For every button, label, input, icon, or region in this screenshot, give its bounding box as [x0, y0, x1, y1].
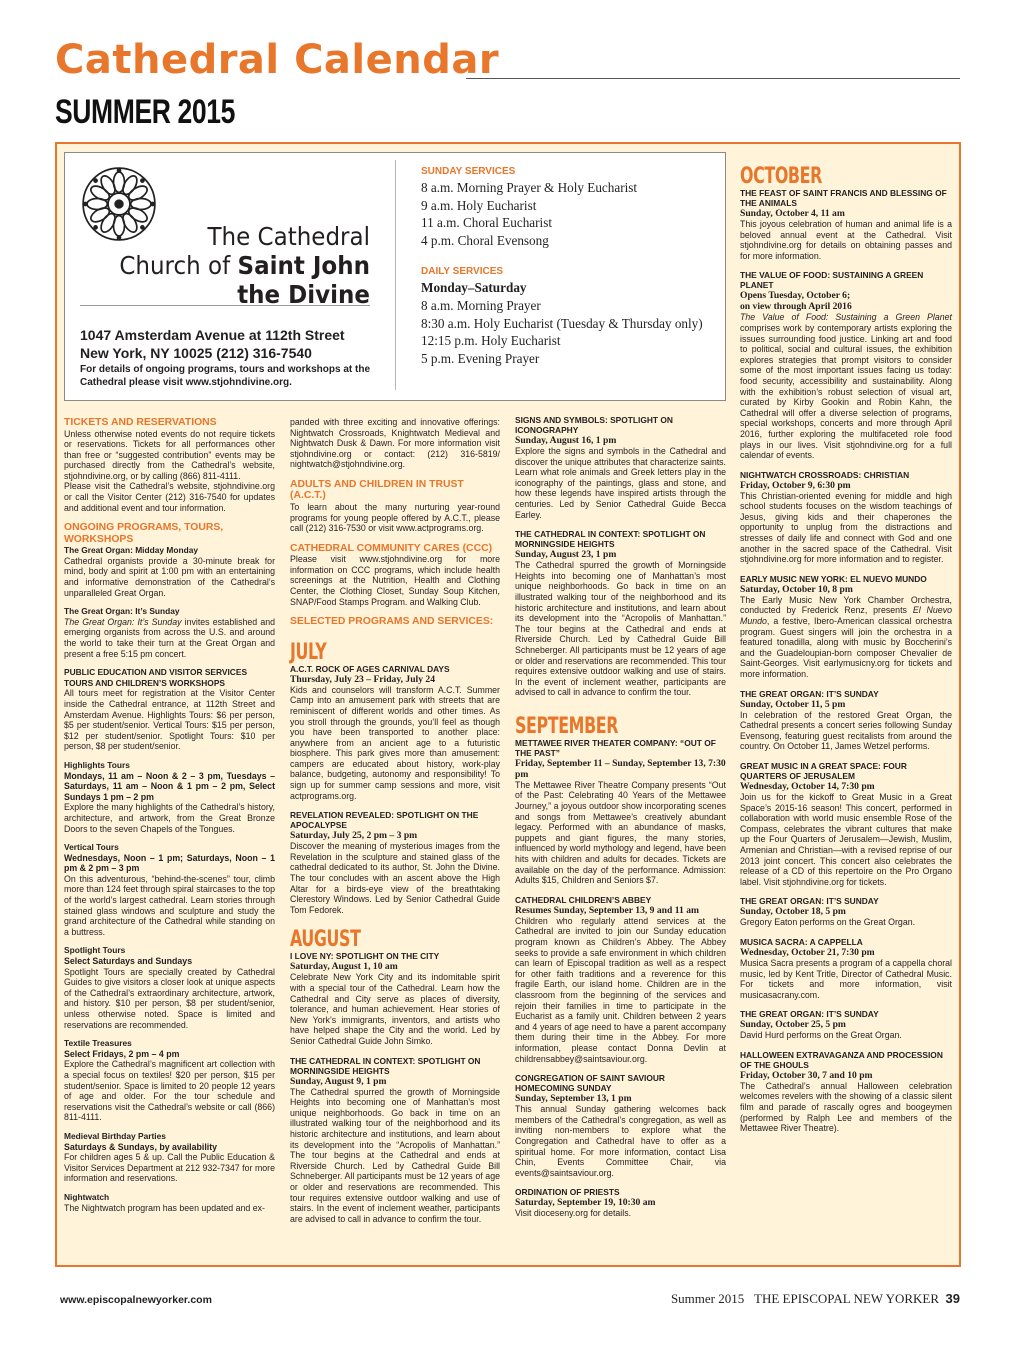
event-date: on view through April 2016 [740, 301, 852, 313]
event-title: EARLY MUSIC NEW YORK: EL NUEVO MUNDO [740, 573, 927, 584]
event-date: Sunday, August 16, 1 pm [515, 435, 617, 446]
event-date: Saturday, August 1, 10 am [290, 961, 398, 973]
event-date: Sunday, October 25, 5 pm [740, 1019, 846, 1031]
footer-folio: Summer 2015 THE EPISCOPAL NEW YORKER 39 [670, 1291, 960, 1306]
services-listing [421, 165, 721, 367]
event-title: The Great Organ: It’s Sunday [64, 606, 180, 617]
daily-services-heading: DAILY SERVICES [421, 266, 504, 278]
event-title: THE CATHEDRAL IN CONTEXT: SPOTLIGHT ON MORNINGSIDE HEIGHTS [515, 529, 706, 550]
event-title: METTAWEE RIVER THEATER COMPANY: “OUT OF THE PAST” [515, 737, 716, 758]
event-date: Sunday, October 4, 11 am [740, 208, 845, 219]
event-date: Sunday, September 13, 1 pm [515, 1093, 632, 1105]
column-4: OCTOBER THE FEAST OF SAINT FRANCIS AND BLESSING OF THE ANIMALS Sunday, October 4, 11 am This joyous celebration of human and animal life is a beloved annual event at the Cathedral. Visit stjohndivine.org for details on obtaining passes and for more information. THE VALUE OF FOOD: SUSTAINING A GREEN PLANET Opens Tuesday, October 6; on view through April 2016 The Value of Food: Sustaining a Green Planet comprises work by contemporary artists exploring the issues surrounding food justice. Linking art and food to political, social and cultural issues, the exhibition explores strategies that prompt visitors to consider some of the most important issues facing us today: food security, accessibility and sustainability. Along with the exhibition’s robust selection of visual art, curated by Kirby Gookin and Robin Kahn, the Cathedral will offer a diverse selection of programs, special workshops, concerts and more through April 2016, further exploring the multifaceted role food plays in our lives. Visit stjohndivine.org for a full calendar of events. NIGHTWATCH CROSSROADS: CHRISTIAN Friday, October 9, 6:30 pm This Christian-oriented evening for middle and high school students focuses on the wisdom teachings of Jesus, giving kids and their chaperones the opportunity to unplug from the distractions and stresses of daily life and connect with God and one another in the sacred space of the Cathedral. Visit stjohndivine.org for more information and to register. EARLY MUSIC NEW YORK: EL NUEVO MUNDO Saturday, October 10, 8 pm The Early Music New York Chamber Orchestra, conducted by Frederick Renz, presents El Nuevo Mundo, a festive, Ibero-American classical orchestra program. Guest singers will join the orchestra in a featured tonadilla, along with music by Boccherini’s and the Guadeloupian-born composer Chevalier de Saint-Georges. Visit earlymusicny.org for tickets and more information. THE GREAT ORGAN: IT’S SUNDAY Sunday, October 11, 5 pm In celebration of the restored Great Organ, the Cathedral presents a concert series following Sunday Evensong, featuring guest recitalists from around the country. On October 11, James Wetzel performs. GREAT MUSIC IN A GREAT SPACE: FOUR QUARTERS OF JERUSALEM Wednesday, October 14, 7:30 pm Join us for the kickoff to Great Music in a Great Space’s 2015-16 season! This concert, performed in collaboration with world music ensemble Rose of the Compass, celebrates the vibrant cultures that make up the Four Quarters of Jerusalem—Jewish, Muslim, Armenian and Christian—with a revised reprise of our 2013 joint concert. This concert also celebrates the release of a CD of this repertoire on the Pro Organo label. Visit stjohndivine.org for tickets. THE GREAT ORGAN: IT’S SUNDAY Sunday, October 18, 5 pm Gregory Eaton performs on the Great Organ. MUSICA SACRA: A CAPPELLA Wednesday, October 21, 7:30 pm Musica Sacra presents a program of a cappella choral music, led by Kent Tritle, Director of Cathedral Music. For tickets and more information, visit musicasacrany.com. THE GREAT ORGAN: IT’S SUNDAY Sunday, October 25, 5 pm David Hurd performs on the Great Organ. HALLOWEEN EXTRAVAGANZA AND PROCESSION OF THE GHOULS Friday, October 30, 7 and 10 pm The Cathedral’s annual Halloween celebration welcomes revelers with the showing of a classic silent film and parade of rascally ogres and boogeymen (performed by Ralph Lee and members of the Mettawee River Theatre). [740, 164, 952, 1134]
event-title: Spotlight Tours [64, 945, 126, 956]
event-title: GREAT MUSIC IN A GREAT SPACE: FOUR QUARTERS OF JERUSALEM [740, 760, 907, 781]
event-title: Vertical Tours [64, 842, 119, 853]
month-heading-july: JULY [290, 639, 327, 665]
column-3: SIGNS AND SYMBOLS: SPOTLIGHT ON ICONOGRAPHY Sunday, August 16, 1 pm Explore the signs and symbols in the Cathedral and discover the unique attributes that characterize saints. Learn what role animals and Greek letters play in the iconography of the paintings, glass and stone, and how these legends have inspired artists through the centuries. Led by Senior Cathedral Guide Becca Earley. THE CATHEDRAL IN CONTEXT: SPOTLIGHT ON MORNINGSIDE HEIGHTS Sunday, August 23, 1 pm The Cathedral spurred the growth of Morningside Heights into becoming one of Manhattan’s most unique neighborhoods. Go back in time on an illustrated walking tour of the neighborhood and its historic architecture and institutions, and learn about its development into the “Acropolis of Manhattan.” The tour begins at the Cathedral and ends at Riverside Church. Led by Cathedral Guide Bill Schneberger. All participants must be 12 years of age or older and reservations are recommended. This tour requires extensive outdoor walking and use of stairs. In the event of inclement weather, participants are advised to call in advance to confirm the tour. SEPTEMBER METTAWEE RIVER THEATER COMPANY: “OUT OF THE PAST” Friday, September 11 – Sunday, September 13, 7:30 pm The Mettawee River Theatre Company presents “Out of the Past: Celebrating 40 Years of the Mettawee Journey,” a joyous outdoor show incorporating scenes and songs from Mettawee’s creatively abundant legacy. Performed with an abundance of masks, puppets and giant figures, the many stories, influenced by world mythology and legend, have been hits with children and adults for decades. Tickets are available on the day of the performance. Admission: Adults $15, Children and Seniors $7. CATHEDRAL CHILDREN’S ABBEY Resumes Sunday, September 13, 9 and 11 am Children who regularly attend services at the Cathedral are invited to join our Sunday education program known as Children’s Abbey. The Abbey seeks to provide a safe environment in which children can learn of Episcopal tradition as well as a respect for other faith traditions and a reverence for this fragile Earth, our island home. Children are in the classroom from the beginning of the services and rejoin their families in time to participate in the Eucharist as a family unit. Children between 2 years and 4 years of age need to have a parent accompany them during their time in the Abbey. For more information, please contact Donna Devlin at childrensabbey@saintsaviour.org. CONGREGATION OF SAINT SAVIOUR HOMECOMING SUNDAY Sunday, September 13, 1 pm This annual Sunday gathering welcomes back members of the Cathedral’s congregation, as well as inviting non-members to explore what the Congregation and Cathedral have to offer as a spiritual home. For more information, contact Lisa Chin, Events Committee Chair, via events@saintsaviour.org. ORDINATION OF PRIESTS Saturday, September 19, 10:30 am Visit dioceseny.org for details. [515, 415, 726, 1219]
event-date: Wednesday, October 14, 7:30 pm [740, 780, 875, 792]
event-title: Nightwatch [64, 1191, 110, 1202]
church-address: 1047 Amsterdam Avenue at 112th Street New York, NY 10025 (212) 316-7540 [80, 327, 345, 361]
event-title: THE FEAST OF SAINT FRANCIS AND BLESSING OF THE ANIMALS [740, 188, 947, 208]
month-heading-august: AUGUST [290, 927, 361, 953]
info-divider [395, 160, 396, 390]
event-date: Sunday, August 23, 1 pm [515, 549, 617, 561]
event-title: PUBLIC EDUCATION AND VISITOR SERVICES TOURS AND CHILDREN’S WORKSHOPS [64, 667, 248, 688]
month-heading-september: SEPTEMBER [515, 713, 619, 739]
tickets-heading: TICKETS AND RESERVATIONS [64, 417, 217, 428]
event-date: Resumes Sunday, September 13, 9 and 11 am [515, 904, 699, 916]
event-title: Textile Treasures [64, 1038, 132, 1049]
event-title: THE VALUE OF FOOD: SUSTAINING A GREEN PLANET [740, 270, 924, 291]
event-title: CONGREGATION OF SAINT SAVIOUR HOMECOMING SUNDAY [515, 1073, 665, 1094]
event-date: Saturday, October 10, 8 pm [740, 583, 853, 595]
event-date: Sunday, August 9, 1 pm [290, 1075, 387, 1087]
column-1: TICKETS AND RESERVATIONS Unless otherwise noted events do not require tickets or reservations. Tickets for all performances other than free or “suggested contribution” events may be purchased directly from the Cathedral’s website, stjohndivine.org, or by calling (866) 811-4111. Please visit the Cathedral’s website, stjohndivine.org or call the Visitor Center (212) 316-7540 for updates and additional event and tour information. ONGOING PROGRAMS, TOURS, WORKSHOPS The Great Organ: Midday Monday Cathedral organists provide a 30-minute break for mind, body and spirit at 1:00 pm with an entertaining and informative demonstration of the Cathedral’s unparalleled Great Organ. The Great Organ: It’s Sunday The Great Organ: It’s Sunday invites established and emerging organists from across the U.S. and around the world to take their turn at the Great Organ and present a free 5:15 pm concert. PUBLIC EDUCATION AND VISITOR SERVICES TOURS AND CHILDREN’S WORKSHOPS All tours meet for registration at the Visitor Center inside the Cathedral entrance, at 112th Street and Amsterdam Avenue. Highlights Tours: $6 per person, $5 per student/senior. Vertical Tours: $15 per person, $12 per student/senior. Spotlight Tours: $10 per person, $8 per student/senior. Highlights Tours Mondays, 11 am – Noon & 2 – 3 pm, Tuesdays – Saturdays, 11 am – Noon & 1 pm – 2 pm, Select Sundays 1 pm – 2 pm Explore the many highlights of the Cathedral’s history, architecture, and artwork, from the Great Bronze Doors to the seven Chapels of the Tongues. Vertical Tours Wednesdays, Noon – 1 pm; Saturdays, Noon – 1 pm & 2 pm – 3 pm On this adventurous, “behind-the-scenes” tour, climb more than 124 feet through spiral staircases to the top of the world’s largest cathedral. Learn stories through stained glass windows and sculpture and study the grand architecture of the Cathedral while standing on a buttress. Spotlight Tours Select Saturdays and Sundays Spotlight Tours are specially created by Cathedral Guides to give visitors a closer look at unique aspects of the Cathedral’s extraordinary architecture, artwork, and history. $10 per person, $8 per student/senior, unless otherwise noted. Space is limited and reservations are recommended. Textile Treasures Select Fridays, 2 pm – 4 pm Explore the Cathedral’s magnificent art collection with a special focus on textiles! $20 per person, $15 per student/senior. Space is limited to 20 people 12 years of age and older. For the tour schedule and reservations visit the Cathedral’s website or call (866) 811-4111. Medieval Birthday Parties Saturdays & Sundays, by availability For children ages 5 & up. Call the Public Education & Visitor Services Department at 212 932-7347 for more information and reservations. Nightwatch The Nightwatch program has been updated and ex- [64, 417, 276, 1213]
event-title: THE CATHEDRAL IN CONTEXT: SPOTLIGHT ON MORNINGSIDE HEIGHTS [290, 1055, 481, 1076]
act-heading: ADULTS AND CHILDREN IN TRUST (A.C.T.) [290, 478, 464, 502]
event-date: Saturday, July 25, 2 pm – 3 pm [290, 830, 418, 842]
event-title: REVELATION REVEALED: SPOTLIGHT ON THE APOCALYPSE [290, 810, 479, 831]
event-title: NIGHTWATCH CROSSROADS: CHRISTIAN [740, 469, 910, 480]
event-date: Wednesday, October 21, 7:30 pm [740, 946, 875, 958]
event-date: Sunday, October 11, 5 pm [740, 698, 846, 710]
event-date: Sunday, October 18, 5 pm [740, 906, 846, 918]
column-2: panded with three exciting and innovative offerings: Nightwatch Crossroads, Knightwatch Medieval and Nightwatch Dusk & Dawn. For more information visit stjohndivine.org or contact: (212) 316-5819/ nightwatch@stjohndivine.org. ADULTS AND CHILDREN IN TRUST (A.C.T.) To learn about the many nurturing year-round programs for young people offered by A.C.T., please call (212) 316-7530 or visit www.actprograms.org. CATHEDRAL COMMUNITY CARES (CCC) Please visit www.stjohndivine.org for more information on CCC programs, which include health screenings at the Nutrition, Health and Clothing Center, the Clothing Closet, Sunday Soup Kitchen, SNAP/Food Stamps Program. and Walking Club. SELECTED PROGRAMS AND SERVICES: JULY A.C.T. ROCK OF AGES CARNIVAL DAYS Thursday, July 23 – Friday, July 24 Kids and counselors will transform A.C.T. Summer Camp into an amusement park with streets that are reminiscent of different worlds and other times. As you stroll through the grounds, you’ll feel as though you have been transported to another place: anywhere from an ancient age to a futuristic biosphere. This park gives more than amusement: campers are educated about history, work-play balance, budgeting, autonomy and responsibility! To sign up for summer camp sessions and more, visit actprograms.org. REVELATION REVEALED: SPOTLIGHT ON THE APOCALYPSE Saturday, July 25, 2 pm – 3 pm Discover the meaning of mysterious images from the Revelation in the sculpture and stained glass of the cathedral dedicated to its author, St. John the Divine. The tour concludes with an ascent above the High Altar for a birds-eye view of the breathtaking Clerestory Windows. Led by Senior Cathedral Guide Tom Fedorek. AUGUST I LOVE NY: SPOTLIGHT ON THE CITY Saturday, August 1, 10 am Celebrate New York City and its indomitable spirit with a special tour of the Cathedral. Learn how the Cathedral and City serve as places of diversity, tolerance, and human achievement. Hear stories of New York’s immigrants, inventors, and artists who have helped shape the City and the world. Led by Senior Cathedral Guide John Simko. THE CATHEDRAL IN CONTEXT: SPOTLIGHT ON MORNINGSIDE HEIGHTS Sunday, August 9, 1 pm The Cathedral spurred the growth of Morningside Heights into becoming one of Manhattan’s most unique neighborhoods. Go back in time on an illustrated walking tour of the neighborhood and its historic architecture and institutions, and learn about its development into the “Acropolis of Manhattan.” The tour begins at the Cathedral and ends at Riverside Church. Led by Cathedral Guide Bill Schneberger. All participants must be 12 years of age or older and reservations are recommended. This tour requires extensive outdoor walking and use of stairs. In the event of inclement weather, participants are advised to call in advance to confirm the tour. [290, 417, 500, 1224]
event-date: Opens Tuesday, October 6; [740, 290, 851, 302]
service-item: 8 a.m. Morning Prayer & Holy Eucharist [421, 180, 638, 195]
page-title: Cathedral Calendar [55, 37, 500, 83]
event-title: THE GREAT ORGAN: IT’S SUNDAY [740, 1009, 879, 1020]
service-item: 8 a.m. Morning Prayer [421, 297, 541, 313]
event-date: Friday, October 9, 6:30 pm [740, 479, 851, 491]
event-title: MUSICA SACRA: A CAPPELLA [740, 936, 863, 947]
event-title: A.C.T. ROCK OF AGES CARNIVAL DAYS [290, 663, 450, 674]
event-title: THE GREAT ORGAN: IT’S SUNDAY [740, 688, 879, 699]
page-number: 39 [945, 1291, 960, 1306]
page-subtitle: SUMMER 2015 [55, 93, 235, 131]
selected-programs-heading: SELECTED PROGRAMS AND SERVICES: [290, 616, 494, 628]
event-title: THE GREAT ORGAN: IT’S SUNDAY [740, 896, 879, 907]
event-date: Thursday, July 23 – Friday, July 24 [290, 673, 436, 685]
event-title: CATHEDRAL CHILDREN’S ABBEY [515, 894, 652, 905]
service-item: 4 p.m. Choral Evensong [421, 232, 549, 248]
event-title: Highlights Tours [64, 759, 130, 770]
event-date: Friday, October 30, 7 and 10 pm [740, 1069, 873, 1081]
event-title: ORDINATION OF PRIESTS [515, 1187, 620, 1198]
service-item: 9 a.m. Holy Eucharist [421, 197, 537, 213]
event-title: I LOVE NY: SPOTLIGHT ON THE CITY [290, 951, 440, 962]
church-name: The Cathedral Church of Saint John the Divine [119, 222, 370, 309]
event-title: Medieval Birthday Parties [64, 1130, 166, 1141]
event-title: HALLOWEEN EXTRAVAGANZA AND PROCESSION OF THE GHOULS [740, 1049, 943, 1070]
daily-services-days: Monday–Saturday [421, 280, 527, 296]
footer-website: www.episcopalnewyorker.com [60, 1294, 212, 1306]
service-item: 8:30 a.m. Holy Eucharist (Tuesday & Thursday only) [421, 315, 703, 331]
ongoing-heading: ONGOING PROGRAMS, TOURS, WORKSHOPS [64, 522, 224, 545]
event-title: SIGNS AND SYMBOLS: SPOTLIGHT ON ICONOGRAPHY [515, 415, 673, 435]
church-name-rule [80, 305, 370, 306]
service-item: 12:15 p.m. Holy Eucharist [421, 333, 561, 349]
service-item: 11 a.m. Choral Eucharist [421, 215, 552, 231]
event-title: The Great Organ: Midday Monday [64, 545, 199, 556]
service-item: 5 p.m. Evening Prayer [421, 350, 540, 366]
sunday-services-heading: SUNDAY SERVICES [421, 166, 516, 177]
event-date: Friday, September 11 – Sunday, September 13, 7:30 pm [515, 757, 726, 780]
title-rule [466, 78, 960, 79]
church-visit-note: For details of ongoing programs, tours and workshops at the Cathedral please visit www.stjohndivine.org. [80, 364, 371, 388]
event-date: Saturday, September 19, 10:30 am [515, 1197, 656, 1209]
month-heading-october: OCTOBER [740, 164, 822, 189]
ccc-heading: CATHEDRAL COMMUNITY CARES (CCC) [290, 542, 493, 554]
